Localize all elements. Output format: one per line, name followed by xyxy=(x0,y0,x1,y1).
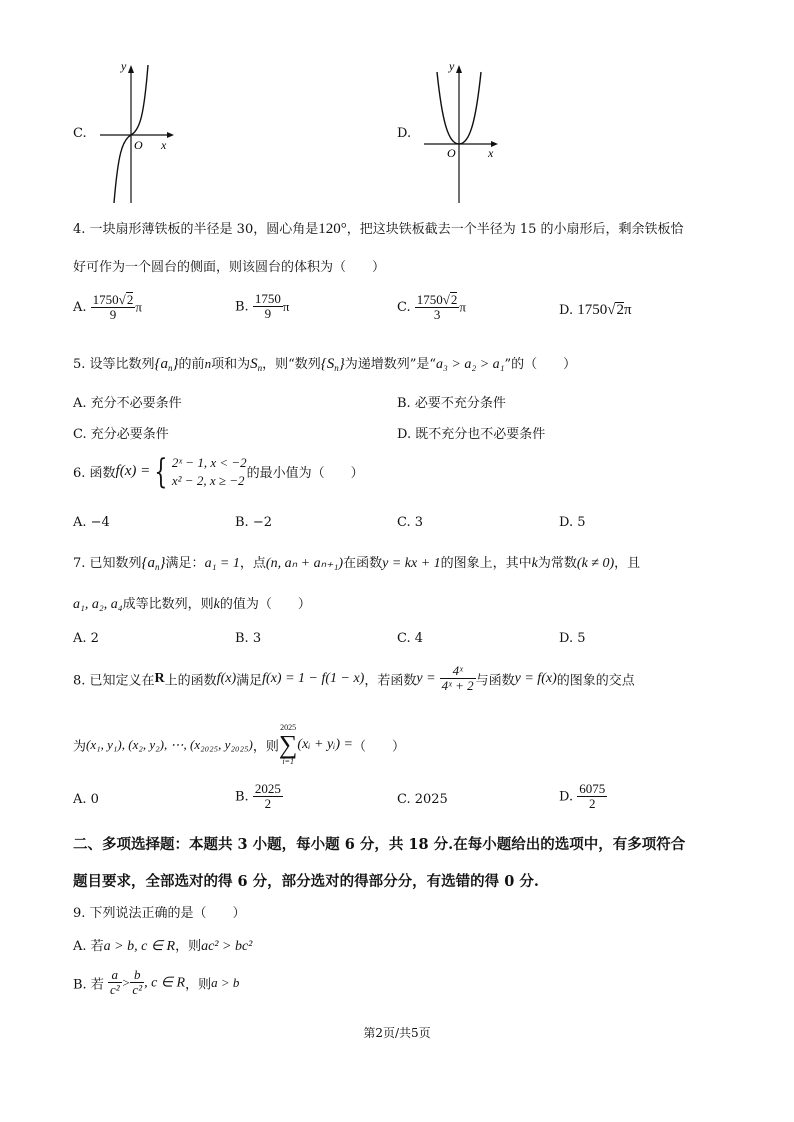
q7-option-c: C. 4 xyxy=(397,631,424,646)
q6-option-d: D. 5 xyxy=(559,515,586,530)
q8-stem-line2: 为(x₁, y₁), (x₂, y₂), ⋯, (x₂₀₂₅, y₂₀₂₅)，则 2025 ∑ i=1 (xᵢ + yᵢ) =（ ） xyxy=(73,723,406,766)
q8-option-b: B. $\frac{2025}{2}$ xyxy=(235,781,281,812)
q8-option-a: A. 0 xyxy=(73,792,99,807)
q7-option-b: B. 3 xyxy=(235,631,262,646)
q9-option-b: B. 若 $\frac{a}{\text{c²}}$ > $\frac{b}{\text{c²}}$ , c ∈ R，则a > b xyxy=(73,967,240,998)
q7-option-d: D. 5 xyxy=(559,631,586,646)
q5-option-c: C. 充分必要条件 xyxy=(73,427,169,442)
option-c-label: C. xyxy=(73,126,87,141)
graph-d-origin-label: O xyxy=(447,146,456,160)
q6-option-c: C. 3 xyxy=(397,515,424,530)
q4-line2: 好可作为一个圆台的侧面，则该圆台的体积为（ ） xyxy=(73,260,386,275)
q6-option-b: B. −2 xyxy=(235,515,272,530)
graph-d-y-label: y xyxy=(449,60,455,73)
q7-stem-line1: 7. 已知数列$\{a_n\}$满足：a₁ = 1，点(n, aₙ + aₙ₊₁)在函数y = kx + 1的图象上，其中k为常数(k ≠ 0)，且 xyxy=(73,555,641,572)
q4-option-a: A. $\frac{1750√2}{9}$ π xyxy=(73,292,142,323)
page-footer: 第2页/共5页 xyxy=(363,1026,431,1040)
graph-c-x-label: x xyxy=(161,138,167,152)
graph-d-quartic xyxy=(422,60,502,205)
q4-line1: 4. 一块扇形薄铁板的半径是 30，圆心角是120°，把这块铁板截去一个半径为 15 的小扇形后，剩余铁板恰 xyxy=(73,221,684,237)
q8-option-d: D. $\frac{6075}{2}$ xyxy=(559,781,606,812)
q4-option-b: B. $\frac{1750}{9}$ π xyxy=(235,291,290,322)
option-d-label: D. xyxy=(397,126,412,141)
graph-d-x-label: x xyxy=(488,146,494,160)
q8-option-c: C. 2025 xyxy=(397,792,448,807)
q6-option-a: A. −4 xyxy=(73,515,110,530)
q5-option-a: A. 充分不必要条件 xyxy=(73,396,182,411)
graph-c-cubic xyxy=(98,60,178,205)
q7-stem-line2: a₁, a₂, a₄成等比数列，则k的值为（ ） xyxy=(73,597,311,612)
q5-stem: 5. 设等比数列$\{a_n\}$的前n项和为$S_n$，则“数列$\{S_n\}$为递增数列”是“a₃ > a₂ > a₁”的（ ） xyxy=(73,356,577,373)
q4-option-d: D. 1750√2π xyxy=(559,302,632,318)
graph-c-origin-label: O xyxy=(134,138,143,152)
section2-heading-line2: 题目要求，全部选对的得 6 分，部分选对的得部分分，有选错的得 0 分. xyxy=(73,873,539,890)
q9-title: 9. 下列说法正确的是（ ） xyxy=(73,906,246,921)
q9-option-a: A. 若a > b, c ∈ R，则ac² > bc² xyxy=(73,939,253,954)
q7-option-a: A. 2 xyxy=(73,631,99,646)
graph-c-y-label: y xyxy=(121,60,127,73)
q8-stem-line1: 8. 已知定义在R上的函数f(x)满足f(x) = 1 − f(1 − x)，若函数y = $\frac{\text{4ˣ}}{\text{4ˣ + 2}}$ 与函数y = f(x)的图象的交点 xyxy=(73,663,635,694)
section2-heading-line1: 二、多项选择题：本题共 3 小题，每小题 6 分，共 18 分.在每小题给出的选项中，有多项符合 xyxy=(73,836,686,853)
q5-option-b: B. 必要不充分条件 xyxy=(397,396,506,411)
q4-option-c: C. $\frac{1750√2}{3}$ π xyxy=(397,292,466,323)
q6-stem: 6. 函数f(x) = { 2ˣ − 1, x < −2 x² − 2, x ≥ −2 的最小值为（ ） xyxy=(73,451,364,492)
q5-option-d: D. 既不充分也不必要条件 xyxy=(397,427,546,442)
